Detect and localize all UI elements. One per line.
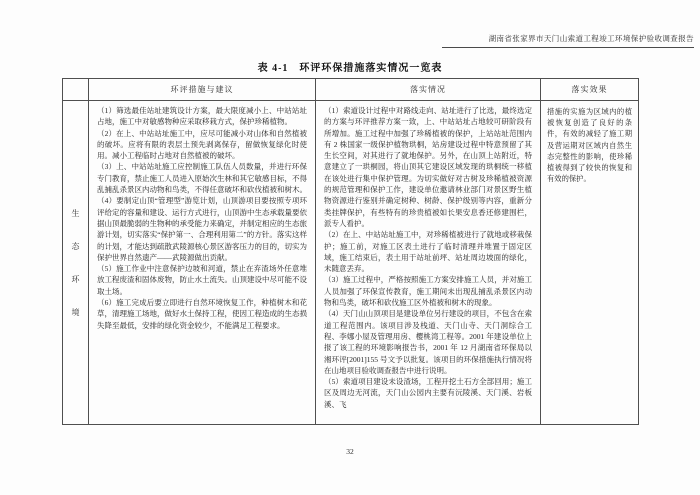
measure-paragraph: （3）上、中站站址施工应控制施工队伍人员数量，并进行环保专门教育，禁止施工人员进入原始次生林和其它敏感目标，不得乱捕乱杀景区内动物和鸟类，不得任意破坏和砍伐植被和树木。 <box>97 162 307 195</box>
implementation-content <box>317 102 539 410</box>
measures-content <box>90 102 314 331</box>
implementation-paragraph: （4）天门山山顶项目是建设单位另行建设的项目，不包含在索道工程范围内。该项目涉及栈道、天门山寺、天门洞综合工程、李娜小屋及管理用房、樱桃湾工程等。2001 年建设单位上报了该工程的环境影响报告书，2001 年 12 月湖南省环保局以湘环评[2001]155 号文予以批复。该项目的环保措施执行情况将在山地项目验收调查报告中进行说明。 <box>324 309 532 375</box>
measure-paragraph: （2）在上、中站站址施工中，应尽可能减小对山体和自然植被的破坏。应将有限的表层土预先剥离保存，留做恢复绿化时使用。减小工程临时占地对自然植被的破坏。 <box>97 128 307 161</box>
report-table <box>62 78 639 425</box>
effect-text: 措施的实施为区域内的植被恢复创造了良好的条件，有效的减轻了施工期及营运期对区域内自然生态完整性的影响，使珍稀植被得到了较快的恢复和有效的保护。 <box>547 107 632 184</box>
header-measures: 环评措施与建议 <box>89 79 316 101</box>
category-char: 环 <box>71 274 80 284</box>
implementation-cell <box>316 101 541 425</box>
table-row <box>63 101 639 425</box>
page-number: 32 <box>346 447 354 456</box>
measure-paragraph: （4）要制定山顶“管理型”游览计划，山顶游项目要按照专项环评给定的容量和建设、运行方式进行，山顶游中生态承载量要依据山顶最脆弱的生物种的承受能力来确定，并制定相应的生态旅游计划，切实落实“保护第一、合理利用第二”的方针。落实这样的计划，才能达到疏散武陵源核心景区游客压力的目的，切实为保护世界自然遗产——武陵源做出贡献。 <box>97 196 307 262</box>
implementation-paragraph: （2）在上、中站站址施工中，对珍稀植被进行了就地或移栽保护；施工前，对施工区表土进行了临时清理并堆置于固定区域，施工结束后，表土用于站址前坪、站址周边坡面的绿化，未随意丢弃。 <box>324 230 532 274</box>
category-label <box>64 102 87 423</box>
implementation-paragraph: （5）索道项目建设未设渣场，工程开挖土石方全部回用；施工区及周边无河流，天门山公园内主要有沅陵溪、天门溪、岩板溪、飞 <box>324 377 532 409</box>
category-char: 境 <box>71 307 80 317</box>
measure-paragraph: （1）筛选最佳站址建筑设计方案，最大限度减小上、中站站址占地，施工中对敏感物种应采取移栽方式，保护珍稀植物。 <box>97 106 307 127</box>
document-header: 湖南省张家界市天门山索道工程竣工环境保护验收调查报告 <box>442 33 694 48</box>
category-cell <box>63 101 89 425</box>
measure-paragraph: （6）施工完成后要立即进行自然环境恢复工作，种植树木和花草，清理施工场地，做好水土保持工程，使因工程造成的生态损失降至最低，安排的绿化资金较少，不能满足工程要求。 <box>97 298 307 330</box>
header-implementation: 落实情况 <box>316 79 541 101</box>
implementation-paragraph: （1）索道设计过程中对路线走向、站址进行了比选，最终选定的方案与环评推荐方案一致，上、中站站址占地较可研阶段有所增加。施工过程中加强了珍稀植被的保护，上站站址范围内有 2 株国家一级保护植物珙桐，站房建设过程中特意预留了其生长空间，对其进行了就地保护。另外，在山顶上站附近，特意建立了一珙桐园，将山顶其它建设区域发现的珙桐统一移植在该处进行集中保护管理。为切实做好对古树及珍稀植被资源的规范管理和保护工作，建设单位邀请林业部门对景区野生植物资源进行鉴别并确定树种、树龄、保护级别等内容，重新分类挂牌保护，有些特有的珍贵植被如长果安息香还修建围栏，派专人看护。 <box>324 106 532 228</box>
measure-paragraph: （5）施工作业中注意保护边坡和河道，禁止在弃渣场外任意堆放工程废渣和固体废物，防止水土流失。山顶建设中尽可能不设取土场。 <box>97 264 307 296</box>
page-title: 表 4-1 环评环保措施落实情况一览表 <box>257 63 443 74</box>
implementation-paragraph: （3）施工过程中，严格按照施工方案安排施工人员，并对施工人员加强了环保宣传教育，施工期间未出现乱捕乱杀景区内动物和鸟类，破坏和砍伐施工区外植被和树木的现象。 <box>324 275 532 308</box>
category-char: 态 <box>71 241 80 251</box>
category-char: 生 <box>71 208 80 218</box>
effect-cell <box>541 101 639 425</box>
measures-cell <box>89 101 316 425</box>
header-category <box>63 79 89 101</box>
table-header-row <box>63 79 639 101</box>
header-effect: 落实效果 <box>541 79 639 101</box>
